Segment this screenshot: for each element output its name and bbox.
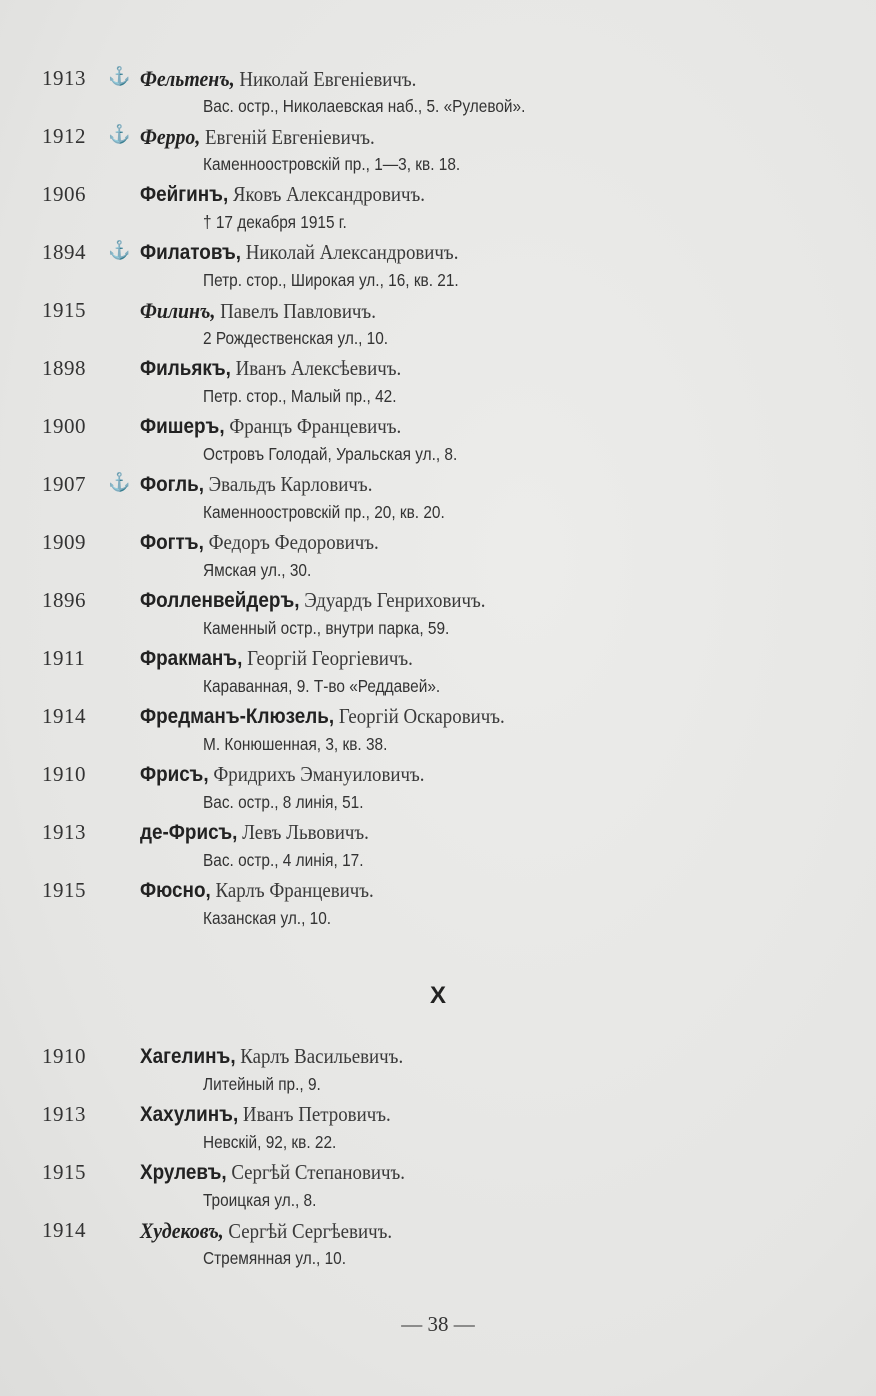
entry-given-name: Карлъ Васильевичъ. xyxy=(240,1044,404,1068)
entry-address: Вас. остр., Николаевская наб., 5. «Рулевой». xyxy=(203,96,526,116)
entry-year: 1915 xyxy=(42,298,86,322)
entry-year: 1915 xyxy=(42,1160,86,1184)
entry-surname: Фельтенъ, xyxy=(140,66,235,91)
entry-given-name: Сергѣй Сергѣевичъ. xyxy=(228,1219,393,1243)
entry-name xyxy=(140,66,416,92)
entry-surname: Хахулинъ, xyxy=(140,1103,239,1126)
entry-surname: Фюсно, xyxy=(140,879,211,902)
entry-given-name: Павелъ Павловичъ. xyxy=(220,299,376,323)
entry-name xyxy=(140,646,413,671)
entry-given-name: Францъ Францевичъ. xyxy=(229,414,402,438)
entry-name xyxy=(140,298,376,324)
entry-address: Литейный пр., 9. xyxy=(203,1074,321,1094)
entry-name xyxy=(140,414,401,439)
entry-surname: Фильякъ, xyxy=(140,357,231,380)
anchor-icon: ⚓ xyxy=(108,124,131,144)
entry-year: 1910 xyxy=(42,1044,86,1068)
entry-year: 1909 xyxy=(42,530,86,554)
entry-given-name: Иванъ Петровичъ. xyxy=(242,1102,391,1126)
entry-name xyxy=(140,1102,391,1127)
entry-name xyxy=(140,472,372,497)
entry-year: 1913 xyxy=(42,66,86,90)
directory-entry xyxy=(0,414,876,472)
entry-name xyxy=(140,240,458,265)
entry-surname: Хрулевъ, xyxy=(140,1161,227,1184)
entry-name xyxy=(140,182,425,207)
directory-entry xyxy=(0,878,876,936)
entry-year: 1894 xyxy=(42,240,86,264)
entry-year: 1912 xyxy=(42,124,86,148)
entry-given-name: Левъ Львовичъ. xyxy=(242,820,369,844)
entry-given-name: Фридрихъ Эмануиловичъ. xyxy=(213,762,425,786)
entry-given-name: Сергѣй Степановичъ. xyxy=(231,1160,405,1184)
directory-entry xyxy=(0,530,876,588)
entry-year: 1907 xyxy=(42,472,86,496)
entry-name xyxy=(140,820,369,845)
entry-year: 1915 xyxy=(42,878,86,902)
entry-address: Казанская ул., 10. xyxy=(203,908,332,928)
entry-surname: Фракманъ, xyxy=(140,647,243,670)
directory-entry xyxy=(0,704,876,762)
directory-entry xyxy=(0,762,876,820)
entry-year: 1900 xyxy=(42,414,86,438)
entry-surname: Филинъ, xyxy=(140,298,216,323)
entry-address: Караванная, 9. Т-во «Реддавей». xyxy=(203,676,441,696)
entry-address: М. Конюшенная, 3, кв. 38. xyxy=(203,734,388,754)
anchor-icon: ⚓ xyxy=(108,472,131,492)
entry-address: † 17 декабря 1915 г. xyxy=(203,212,347,232)
entry-surname: Фейгинъ, xyxy=(140,183,229,206)
entry-year: 1914 xyxy=(42,704,86,728)
entry-given-name: Яковъ Александровичъ. xyxy=(232,182,426,206)
entry-given-name: Иванъ Алексѣевичъ. xyxy=(235,356,402,380)
entry-given-name: Карлъ Францевичъ. xyxy=(215,878,374,902)
entry-name xyxy=(140,878,374,903)
entry-given-name: Николай Евгеніевичъ. xyxy=(239,67,417,91)
entry-address: 2 Рождественская ул., 10. xyxy=(203,328,389,348)
entry-surname: Фрисъ, xyxy=(140,763,209,786)
entry-name xyxy=(140,1044,403,1069)
section-heading: Х xyxy=(429,982,446,1009)
directory-entry xyxy=(0,182,876,240)
directory-entry xyxy=(0,1044,876,1102)
directory-entry xyxy=(0,588,876,646)
entry-year: 1906 xyxy=(42,182,86,206)
entry-given-name: Георгій Оскаровичъ. xyxy=(338,704,505,728)
entry-name xyxy=(140,588,486,613)
entry-address: Каменноостровскій пр., 1—3, кв. 18. xyxy=(203,154,461,174)
entry-address: Невскій, 92, кв. 22. xyxy=(203,1132,337,1152)
entry-surname: Филатовъ, xyxy=(140,241,241,264)
entry-address: Островъ Голодай, Уральская ул., 8. xyxy=(203,444,458,464)
directory-entry xyxy=(0,1218,876,1276)
directory-entry xyxy=(0,356,876,414)
entry-address: Петр. стор., Широкая ул., 16, кв. 21. xyxy=(203,270,459,290)
directory-entry xyxy=(0,472,876,530)
entry-surname: Фогтъ, xyxy=(140,531,204,554)
directory-entry xyxy=(0,66,876,124)
entry-given-name: Эвальдъ Карловичъ. xyxy=(208,472,373,496)
entry-surname: Ферро, xyxy=(140,124,201,149)
entry-name xyxy=(140,1160,405,1185)
entry-given-name: Николай Александровичъ. xyxy=(245,240,459,264)
entry-surname: Фредманъ-Клюзель, xyxy=(140,705,335,728)
entry-address: Стремянная ул., 10. xyxy=(203,1248,347,1268)
page-number: — 38 — xyxy=(401,1312,475,1336)
entry-name xyxy=(140,704,505,729)
entry-year: 1898 xyxy=(42,356,86,380)
entry-year: 1911 xyxy=(42,646,86,670)
entry-address: Ямская ул., 30. xyxy=(203,560,312,580)
entry-given-name: Эдуардъ Генриховичъ. xyxy=(304,588,486,612)
entry-year: 1913 xyxy=(42,1102,86,1126)
entry-year: 1896 xyxy=(42,588,86,612)
directory-entry xyxy=(0,240,876,298)
entry-name xyxy=(140,530,379,555)
directory-entry xyxy=(0,298,876,356)
entry-given-name: Евгеній Евгеніевичъ. xyxy=(204,125,375,149)
entry-address: Каменноостровскій пр., 20, кв. 20. xyxy=(203,502,445,522)
entry-name xyxy=(140,1218,392,1244)
directory-entry xyxy=(0,646,876,704)
entry-surname: де-Фрисъ, xyxy=(140,821,238,844)
directory-entry xyxy=(0,124,876,182)
entry-address: Вас. остр., 4 линія, 17. xyxy=(203,850,364,870)
entry-name xyxy=(140,762,425,787)
entry-address: Троицкая ул., 8. xyxy=(203,1190,317,1210)
entry-surname: Фолленвейдеръ, xyxy=(140,589,300,612)
entry-surname: Худековъ, xyxy=(140,1218,224,1243)
entry-address: Петр. стор., Малый пр., 42. xyxy=(203,386,397,406)
entry-name xyxy=(140,356,401,381)
entry-year: 1913 xyxy=(42,820,86,844)
entry-address: Вас. остр., 8 линія, 51. xyxy=(203,792,364,812)
entry-surname: Фишеръ, xyxy=(140,415,225,438)
entry-name xyxy=(140,124,375,150)
directory-entry xyxy=(0,1160,876,1218)
anchor-icon: ⚓ xyxy=(108,66,131,86)
entry-year: 1910 xyxy=(42,762,86,786)
entry-surname: Хагелинъ, xyxy=(140,1045,236,1068)
entry-given-name: Федоръ Федоровичъ. xyxy=(208,530,379,554)
entry-surname: Фогль, xyxy=(140,473,204,496)
anchor-icon: ⚓ xyxy=(108,240,131,260)
entry-address: Каменный остр., внутри парка, 59. xyxy=(203,618,450,638)
directory-entry xyxy=(0,1102,876,1160)
entry-year: 1914 xyxy=(42,1218,86,1242)
entry-given-name: Георгій Георгіевичъ. xyxy=(247,646,413,670)
directory-entry xyxy=(0,820,876,878)
